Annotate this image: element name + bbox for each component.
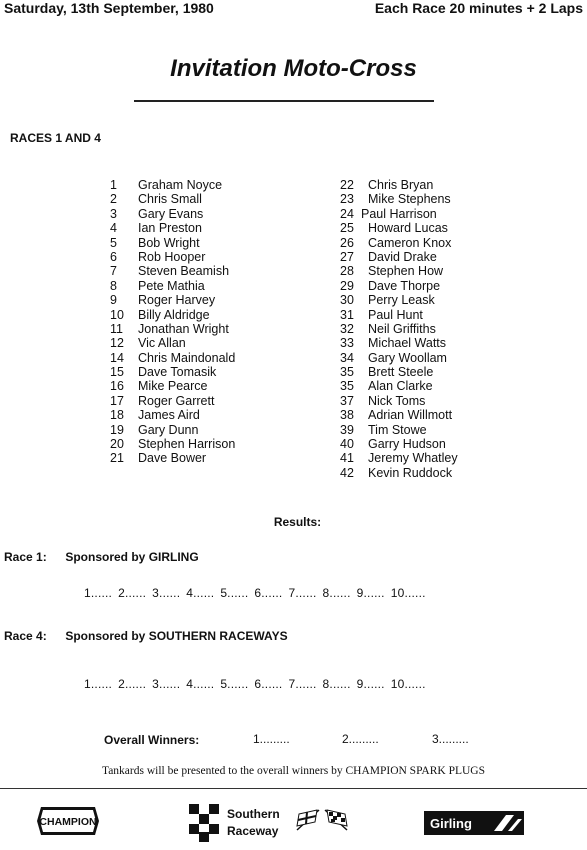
rider-row	[340, 207, 458, 221]
rider-row	[340, 221, 458, 235]
rider-name: Stephen How	[368, 264, 444, 279]
rider-row	[110, 394, 235, 408]
girling-logo	[424, 811, 524, 835]
placing-slot: 9......	[356, 586, 385, 600]
rider-row	[110, 336, 235, 350]
rider-row	[110, 250, 235, 264]
rider-number: 19	[110, 422, 124, 437]
champion-logo	[37, 805, 99, 837]
header-race-length: Each Race 20 minutes + 2 Laps	[374, 0, 583, 16]
placing-slot: 4......	[186, 677, 215, 691]
rider-row	[340, 308, 458, 322]
rider-name: Cameron Knox	[368, 235, 452, 250]
rider-row	[110, 279, 235, 293]
rider-number: 18	[110, 408, 124, 423]
southern-logo-line2: Raceway	[227, 824, 279, 838]
rider-row	[110, 423, 235, 437]
rider-name: Roger Harvey	[138, 293, 216, 308]
rider-number: 2	[110, 192, 117, 207]
rider-number: 16	[110, 379, 124, 394]
rider-number: 42	[340, 465, 354, 480]
race1-sponsor: Sponsored by GIRLING	[65, 550, 199, 564]
rider-name: Vic Allan	[138, 336, 186, 351]
placing-slot: 7......	[288, 586, 317, 600]
rider-name: Billy Aldridge	[138, 307, 210, 322]
rider-name: Paul Hunt	[368, 307, 423, 322]
rider-number: 12	[110, 336, 124, 351]
rider-row	[340, 423, 458, 437]
rider-number: 11	[110, 321, 123, 336]
rider-row	[110, 365, 235, 379]
rider-number: 4	[110, 221, 117, 236]
rider-number: 40	[340, 437, 354, 452]
rider-row	[340, 178, 458, 192]
rider-number: 1	[110, 178, 117, 192]
page-title: Invitation Moto-Cross	[170, 55, 417, 82]
rider-name: Stephen Harrison	[138, 437, 236, 452]
race4-label: Race 4:	[4, 629, 47, 643]
race1-label: Race 1:	[4, 550, 47, 564]
rider-name: Chris Maindonald	[138, 350, 236, 365]
rider-name: Tim Stowe	[368, 422, 427, 437]
rider-name: Bob Wright	[138, 235, 200, 250]
rider-number: 34	[340, 350, 354, 365]
rider-number: 10	[110, 307, 124, 322]
rider-number: 5	[110, 235, 117, 250]
placing-slot: 5......	[220, 586, 249, 600]
rider-row	[340, 394, 458, 408]
overall-winner-slot-2: 2.........	[342, 732, 379, 746]
placing-slot: 8......	[322, 586, 351, 600]
girling-logo-text: Girling	[430, 816, 472, 831]
rider-name: Paul Harrison	[361, 206, 437, 221]
rider-number: 35	[340, 365, 354, 380]
results-heading: Results:	[273, 515, 322, 529]
crossed-flags-icon	[293, 808, 351, 832]
rider-row	[340, 192, 458, 206]
rider-number: 25	[340, 221, 354, 236]
rider-number: 20	[110, 437, 124, 452]
rider-row	[340, 279, 458, 293]
rider-number: 27	[340, 249, 354, 264]
placing-slot: 9......	[356, 677, 385, 691]
rider-number: 22	[340, 178, 354, 192]
rider-row	[340, 264, 458, 278]
rider-row	[110, 437, 235, 451]
rider-number: 17	[110, 393, 124, 408]
rider-name: Gary Woollam	[368, 350, 447, 365]
rider-number: 14	[110, 350, 124, 365]
rider-number: 32	[340, 321, 354, 336]
rider-name: Graham Noyce	[138, 178, 223, 192]
rider-name: Adrian Willmott	[368, 408, 453, 423]
rider-number: 9	[110, 293, 117, 308]
rider-name: Chris Bryan	[368, 178, 434, 192]
overall-winner-slot-3: 3.........	[432, 732, 469, 746]
rider-row	[340, 336, 458, 350]
placing-slot: 1......	[84, 586, 113, 600]
rider-name: David Drake	[368, 249, 437, 264]
placing-slot: 10......	[390, 586, 426, 600]
rider-row	[110, 236, 235, 250]
rider-name: Perry Leask	[368, 293, 435, 308]
placing-slot: 10......	[390, 677, 426, 691]
rider-number: 35	[340, 379, 354, 394]
rider-row	[110, 178, 235, 192]
rider-name: Michael Watts	[368, 336, 447, 351]
rider-row	[340, 451, 458, 465]
overall-winner-slot-1: 1.........	[253, 732, 290, 746]
rider-row	[110, 451, 235, 465]
rider-name: Steven Beamish	[138, 264, 230, 279]
tankards-note: Tankards will be presented to the overall winners by CHAMPION SPARK PLUGS	[101, 765, 486, 777]
footer-divider	[0, 788, 587, 789]
rider-number: 37	[340, 393, 354, 408]
rider-row	[340, 322, 458, 336]
rider-row	[340, 408, 458, 422]
title-underline	[134, 100, 434, 102]
rider-number: 38	[340, 408, 354, 423]
rider-number: 26	[340, 235, 354, 250]
rider-number: 24	[340, 206, 354, 221]
rider-number: 6	[110, 249, 117, 264]
placing-slot: 7......	[288, 677, 317, 691]
rider-name: Howard Lucas	[368, 221, 448, 236]
placing-slot: 3......	[152, 677, 181, 691]
rider-name: Kevin Ruddock	[368, 465, 453, 480]
rider-name: Garry Hudson	[368, 437, 446, 452]
rider-row	[110, 308, 235, 322]
rider-name: Neil Griffiths	[368, 321, 436, 336]
race4-placings	[84, 677, 432, 691]
rider-number: 23	[340, 192, 354, 207]
race4-sponsor: Sponsored by SOUTHERN RACEWAYS	[65, 629, 288, 643]
rider-number: 28	[340, 264, 354, 279]
rider-name: Ian Preston	[138, 221, 202, 236]
rider-number: 39	[340, 422, 354, 437]
rider-row	[110, 322, 235, 336]
rider-name: Rob Hooper	[138, 249, 206, 264]
rider-row	[340, 293, 458, 307]
rider-name: Jeremy Whatley	[368, 451, 458, 466]
rider-row	[110, 379, 235, 393]
rider-name: Gary Dunn	[138, 422, 199, 437]
rider-row	[110, 207, 235, 221]
rider-row	[340, 250, 458, 264]
rider-number: 8	[110, 278, 117, 293]
rider-row	[110, 192, 235, 206]
races-heading: RACES 1 AND 4	[10, 131, 101, 145]
rider-name: Dave Thorpe	[368, 278, 441, 293]
rider-row	[340, 365, 458, 379]
rider-name: Alan Clarke	[368, 379, 433, 394]
rider-list-right	[340, 178, 458, 480]
rider-name: Dave Bower	[138, 451, 207, 466]
race4-heading	[4, 629, 288, 643]
placing-slot: 2......	[118, 677, 147, 691]
rider-name: Dave Tomasik	[138, 365, 217, 380]
overall-winners-label: Overall Winners:	[104, 733, 200, 747]
rider-row	[340, 379, 458, 393]
rider-number: 41	[340, 451, 354, 466]
rider-row	[340, 351, 458, 365]
placing-slot: 5......	[220, 677, 249, 691]
southern-raceway-logo	[189, 804, 284, 842]
rider-number: 31	[340, 307, 354, 322]
placing-slot: 8......	[322, 677, 351, 691]
rider-row	[110, 221, 235, 235]
rider-row	[110, 293, 235, 307]
southern-logo-line1: Southern	[227, 807, 280, 821]
placing-slot: 2......	[118, 586, 147, 600]
rider-name: Mike Pearce	[138, 379, 208, 394]
placing-slot: 4......	[186, 586, 215, 600]
placing-slot: 3......	[152, 586, 181, 600]
rider-name: Brett Steele	[368, 365, 434, 380]
placing-slot: 1......	[84, 677, 113, 691]
rider-name: Pete Mathia	[138, 278, 205, 293]
rider-name: Nick Toms	[368, 393, 426, 408]
placing-slot: 6......	[254, 677, 283, 691]
rider-row	[340, 466, 458, 480]
rider-row	[110, 264, 235, 278]
rider-row	[340, 437, 458, 451]
rider-number: 15	[110, 365, 124, 380]
rider-name: James Aird	[138, 408, 200, 423]
rider-number: 21	[110, 451, 124, 466]
rider-name: Chris Small	[138, 192, 202, 207]
race1-heading	[4, 550, 199, 564]
rider-name: Gary Evans	[138, 206, 204, 221]
rider-number: 3	[110, 206, 117, 221]
rider-name: Mike Stephens	[368, 192, 451, 207]
rider-row	[110, 408, 235, 422]
rider-number: 29	[340, 278, 354, 293]
rider-row	[340, 236, 458, 250]
placing-slot: 6......	[254, 586, 283, 600]
rider-row	[110, 351, 235, 365]
rider-number: 7	[110, 264, 117, 279]
rider-number: 30	[340, 293, 354, 308]
header-date: Saturday, 13th September, 1980	[4, 0, 214, 16]
rider-name: Roger Garrett	[138, 393, 215, 408]
rider-name: Jonathan Wright	[138, 321, 229, 336]
champion-logo-text: CHAMPION	[39, 816, 97, 828]
rider-list-left	[110, 178, 235, 466]
race1-placings	[84, 586, 432, 600]
rider-number: 33	[340, 336, 354, 351]
